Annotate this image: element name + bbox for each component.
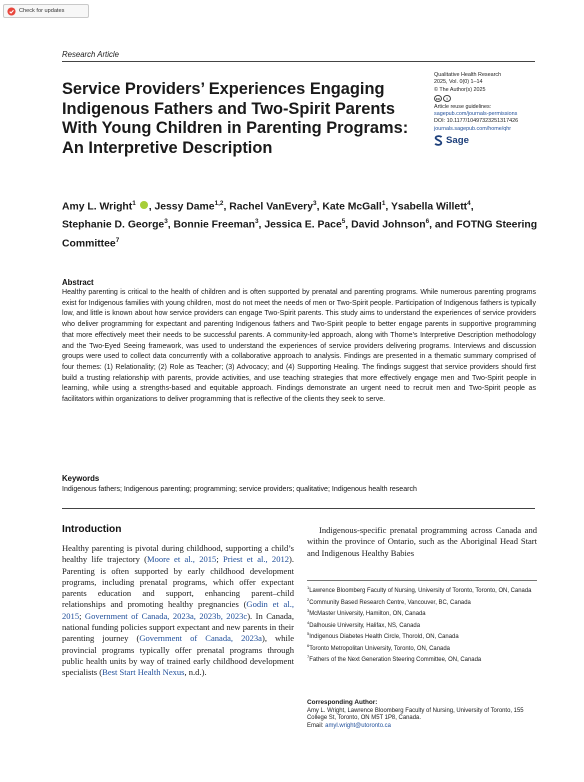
- citation-link[interactable]: Best Start Health Nexus: [102, 667, 185, 678]
- affiliation-item: $^3$McMaster University, Hamilton, ON, Canada: [307, 608, 426, 618]
- journal-home-link[interactable]: journals.sagepub.com/home/qhr: [434, 125, 512, 132]
- journal-name: Qualitative Health Research: [434, 72, 502, 78]
- article-title: Service Providers’ Experiences Engaging Indigenous Fathers and Two-Spirit Parents With Young Children in Parenting Programs: An Interpretive Description: [62, 80, 409, 157]
- reuse-label: Article reuse guidelines:: [434, 103, 492, 110]
- orcid-icon[interactable]: [140, 201, 148, 209]
- journal-copyright: © The Author(s) 2025: [434, 86, 486, 93]
- author-name[interactable]: David Johnson: [351, 219, 426, 231]
- affiliation-item: $^5$Indigenous Diabetes Health Circle, Thorold, ON, Canada: [307, 631, 459, 641]
- check-updates-icon: [7, 7, 16, 16]
- affiliation-item: $^6$Toronto Metropolitan University, Toronto, ON, Canada: [307, 642, 450, 652]
- keywords-text: Indigenous fathers; Indigenous parenting; programming; service providers; qualitative; Indigenous health research: [62, 486, 417, 493]
- sage-logo: [434, 135, 546, 146]
- publisher-name: Sage: [446, 135, 469, 147]
- introduction-heading: Introduction: [62, 524, 122, 535]
- abstract-text: Healthy parenting is critical to the health of children and is often supported by prenatal and parenting programs. While numerous parenting programs exist for Indigenous families with young children, most do not meet the needs of men or Two-Spirit people. Participation of Indigenous fathers is typically low, and little is known about how service providers can engage Two-Spirit parents. This study aims to understand the experiences of service providers who deliver programming for expectant and parenting Indigenous fathers and Two-Spirit people to better engage parents in supportive programming that more effectively meet their needs to be successful parents. A community-led approach, along with Thorne’s Interpretive Description methodology and the Two-Eyed Seeing framework, was used to understand the experiences of service providers delivering programs. Interviews and discussion groups were used to collect data concurrently with a collaborative approach to analysis. Findings are presented in a thematic summary comprised of four themes: (1) Relationality; (2) Role as Teacher; (3) Advocacy; and (4) Supporting Healing. The findings suggest that service providers should first build a trusting relationship with parents, provide activities, and use teaching strategies that more effectively engage men and Two-Spirit people in learning, while using a strengths-based and equitable approach. Findings demonstrate an urgent need to recruit men and Two-Spirit people as facilitators within organizations to deliver programming that is reflective of the clients they seek to serve.: [62, 289, 536, 404]
- email-label: Email:: [307, 722, 326, 729]
- right-column-paragraph: Indigenous-specific prenatal programming across Canada and within the province of Ontario, such as the Aboriginal Head Start and Indigenous Healthy Babies: [307, 525, 537, 558]
- author-name[interactable]: Bonnie Freeman: [173, 219, 255, 231]
- affiliation-item: $^4$Dalhousie University, Halifax, NS, Canada: [307, 619, 421, 629]
- sage-mark-icon: [434, 135, 443, 146]
- article-type: Research Article: [62, 50, 119, 59]
- corresponding-heading: Corresponding Author:: [307, 699, 378, 706]
- section-divider: [62, 508, 535, 509]
- header-divider: [62, 61, 535, 62]
- email-link[interactable]: amyl.wright@utoronto.ca: [325, 722, 391, 729]
- author-name[interactable]: Jessy Dame: [154, 201, 215, 213]
- author-name[interactable]: Amy L. Wright: [62, 201, 133, 213]
- journal-info: [434, 72, 546, 146]
- journal-volume: 2025, Vol. 0(0) 1–14: [434, 79, 483, 86]
- affiliations-list: [307, 584, 539, 665]
- doi[interactable]: DOI: 10.1177/10497323251317426: [434, 118, 519, 125]
- author-name[interactable]: Ysabella Willett: [390, 201, 468, 213]
- citation-link[interactable]: Government of Canada, 2023a, 2023b, 2023c: [84, 610, 248, 621]
- cc-license-icon: cc i: [434, 95, 451, 102]
- citation-link[interactable]: Government of Canada, 2023a: [139, 633, 262, 644]
- introduction-paragraph: Healthy parenting is pivotal during childhood, supporting a child’s healthy life trajectory (Moore et al., 2015; Priest et al., 2012). Parenting is often supported by early childhood development programs, including prenatal programs, which offer expectant parents education and support, enhancing parent–child relationships and promoting healthy pregnancies (Godin et al., 2015; Government of Canada, 2023a, 2023b, 2023c). In Canada, national funding policies support expectant and new parents in their parenting journey (Government of Canada, 2023a), while provincial programs typically offer prenatal programs through public health units by way of trained early childhood development specialists (Best Start Health Nexus, n.d.).: [62, 543, 295, 678]
- check-for-updates-button[interactable]: [3, 4, 89, 18]
- author-name[interactable]: Stephanie D. George: [62, 219, 165, 231]
- author-name[interactable]: Jessica E. Pace: [264, 219, 342, 231]
- reuse-link[interactable]: sagepub.com/journals-permissions: [434, 111, 518, 118]
- corresponding-text: Amy L. Wright, Lawrence Bloomberg Faculty of Nursing, University of Toronto, 155 College St, Toronto, ON M5T 1P8, Canada.: [307, 707, 524, 722]
- affiliation-item: $^2$Community Based Research Centre, Vancouver, BC, Canada: [307, 596, 471, 606]
- affiliation-item: $^1$Lawrence Bloomberg Faculty of Nursing, University of Toronto, Toronto, ON, Canada: [307, 585, 532, 594]
- citation-link[interactable]: Priest et al., 2012: [223, 554, 290, 565]
- affiliations-divider: [307, 580, 537, 581]
- corresponding-author: [307, 699, 539, 730]
- check-updates-label: Check for updates: [19, 8, 65, 14]
- author-name[interactable]: FOTNG Steering Committee: [62, 219, 538, 250]
- keywords-heading: Keywords: [62, 474, 100, 483]
- author-name[interactable]: Rachel VanEvery: [229, 201, 313, 213]
- author-name[interactable]: Kate McGall: [322, 201, 382, 213]
- affiliation-item: $^7$Fathers of the Next Generation Steering Committee, ON, Canada: [307, 654, 482, 664]
- citation-link[interactable]: Moore et al., 2015: [146, 554, 217, 565]
- citation-link[interactable]: Godin et al., 2015: [62, 599, 294, 621]
- abstract-heading: Abstract: [62, 278, 94, 287]
- author-list: Amy L. Wright$^1$ , Jessy Dame$^{1,2}$, Rachel VanEvery$^3$, Kate McGall$^1$, Ysabella Willett$^4$, Stephanie D. George$^3$, Bonnie Freeman$^3$, Jessica E. Pace$^5$, David Johnson$^6$, and FOTNG Steering Committee$^7$: [62, 200, 538, 250]
